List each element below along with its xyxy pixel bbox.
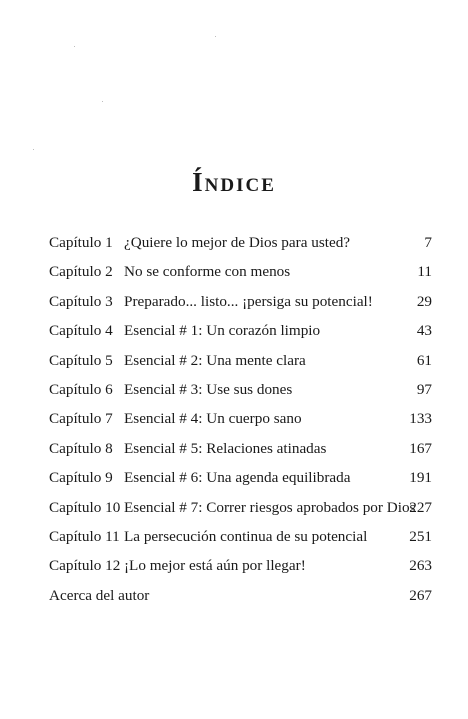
- chapter-label: Capítulo 5: [49, 351, 113, 369]
- chapter-label: Capítulo 3: [49, 292, 113, 310]
- chapter-label: Capítulo 6: [49, 380, 113, 398]
- chapter-title: No se conforme con menos: [124, 263, 291, 281]
- page-number: 7: [424, 234, 432, 251]
- chapter-label: Capítulo 4: [49, 322, 113, 340]
- chapter-label: Capítulo 2: [49, 263, 113, 281]
- page-number: 267: [409, 586, 432, 604]
- toc-row-chapter-10[interactable]: [49, 499, 432, 528]
- chapter-title: Esencial # 3: Use sus dones: [124, 380, 293, 398]
- chapter-title: Preparado... listo... ¡persiga su potencial!: [124, 292, 373, 310]
- page-number: 263: [409, 557, 432, 575]
- page-number: 61: [416, 351, 432, 369]
- toc-row-chapter-9[interactable]: [49, 469, 432, 498]
- toc-row-chapter-8[interactable]: [49, 440, 432, 469]
- chapter-title: Esencial # 1: Un corazón limpio: [124, 322, 321, 340]
- paper-speck: [102, 101, 103, 102]
- toc-row-chapter-6[interactable]: [49, 381, 432, 410]
- chapter-title: Esencial # 4: Un cuerpo sano: [124, 410, 302, 428]
- page-number: 227: [409, 498, 432, 516]
- toc-row-chapter-5[interactable]: [49, 352, 432, 381]
- toc-row-chapter-1[interactable]: [49, 234, 432, 263]
- chapter-title: Esencial # 7: Correr riesgos aprobados por Dios: [124, 498, 416, 516]
- page-number: 43: [416, 322, 432, 340]
- chapter-title: ¡Lo mejor está aún por llegar!: [124, 557, 306, 575]
- chapter-label: Capítulo 9: [49, 469, 113, 487]
- chapter-label: Capítulo 7: [49, 410, 113, 428]
- chapter-label: Acerca del autor: [49, 586, 150, 604]
- toc-row-about-author[interactable]: [49, 587, 432, 616]
- page-title: Índice: [192, 167, 276, 197]
- toc-row-chapter-12[interactable]: [49, 557, 432, 586]
- toc-row-chapter-4[interactable]: [49, 322, 432, 351]
- page-number: 191: [409, 469, 432, 487]
- page-number: 97: [416, 380, 432, 398]
- chapter-label: Capítulo 10: [49, 498, 121, 516]
- toc-row-chapter-11[interactable]: [49, 528, 432, 557]
- chapter-label: Capítulo 12: [49, 557, 121, 575]
- page-number: 167: [409, 439, 432, 457]
- toc-row-chapter-3[interactable]: [49, 293, 432, 322]
- paper-speck: [215, 36, 216, 37]
- chapter-label: Capítulo 11: [49, 527, 120, 545]
- paper-speck: [33, 149, 34, 150]
- table-of-contents: [49, 234, 432, 616]
- chapter-label: Capítulo 1: [49, 234, 113, 251]
- chapter-title: Esencial # 2: Una mente clara: [124, 351, 306, 369]
- page-number: 11: [417, 263, 432, 281]
- page-number: 29: [416, 292, 432, 310]
- chapter-title: ¿Quiere lo mejor de Dios para usted?: [124, 234, 351, 251]
- chapter-title: Esencial # 5: Relaciones atinadas: [124, 439, 327, 457]
- page-number: 133: [409, 410, 432, 428]
- page-number: 251: [409, 527, 432, 545]
- chapter-label: Capítulo 8: [49, 439, 113, 457]
- chapter-title: La persecución continua de su potencial: [124, 527, 368, 545]
- chapter-title: Esencial # 6: Una agenda equilibrada: [124, 469, 351, 487]
- toc-row-chapter-7[interactable]: [49, 410, 432, 439]
- toc-row-chapter-2[interactable]: [49, 263, 432, 292]
- paper-speck: [74, 46, 75, 47]
